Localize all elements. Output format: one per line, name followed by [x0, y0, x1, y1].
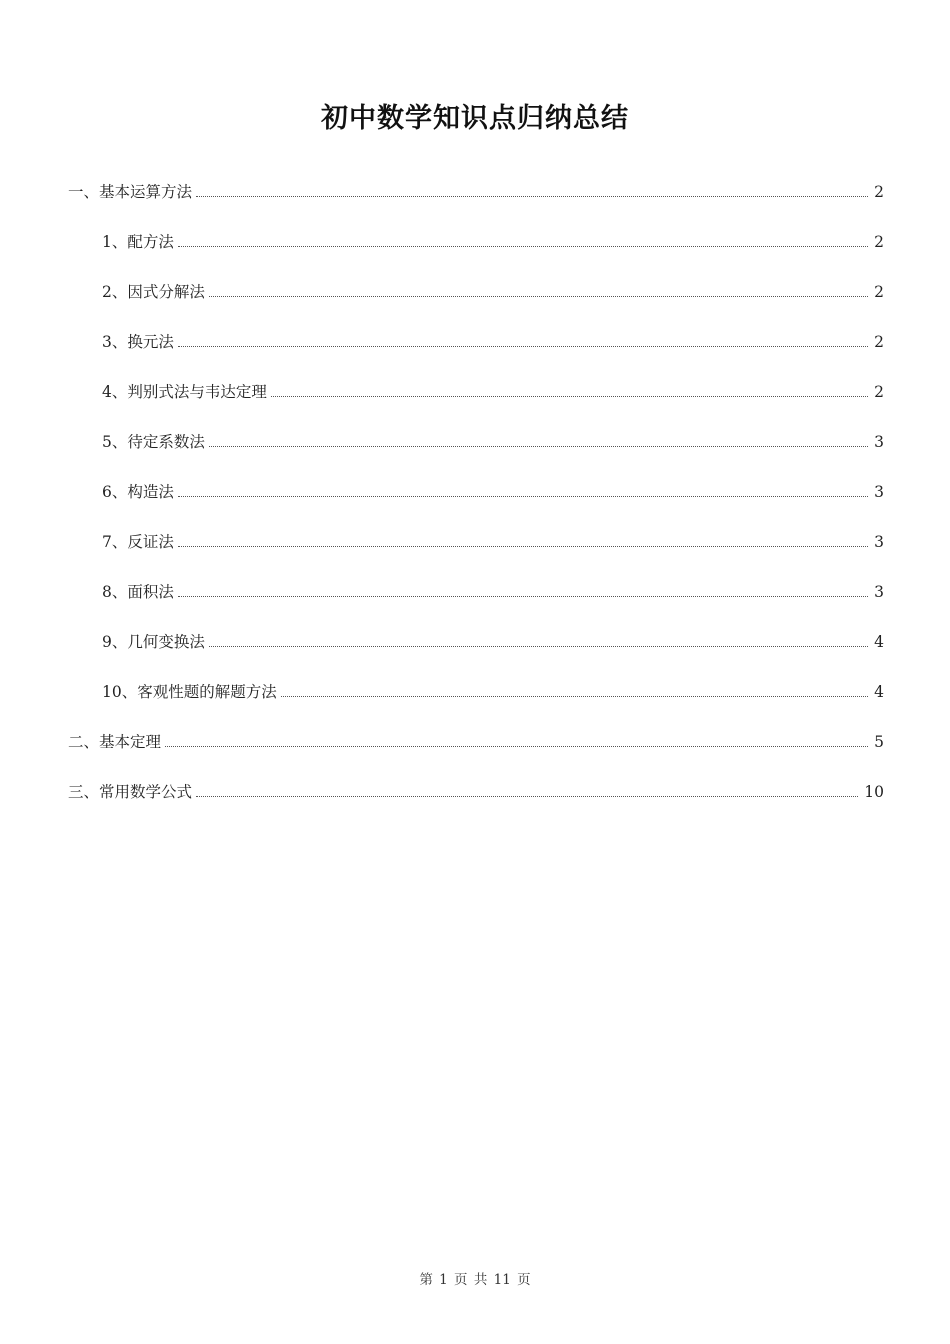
toc-entry[interactable] — [68, 418, 884, 468]
toc-entry-label: 3、换元法 — [102, 333, 174, 351]
toc-entry[interactable] — [68, 768, 884, 818]
toc-entry[interactable] — [68, 268, 884, 318]
toc-dot-leader — [178, 596, 868, 597]
toc-entry-label: 一、基本运算方法 — [68, 183, 193, 201]
toc-entry-label: 6、构造法 — [102, 483, 174, 501]
toc-dot-leader — [281, 696, 868, 697]
toc-entry-label: 三、常用数学公式 — [68, 783, 193, 801]
toc-entry-label: 8、面积法 — [102, 583, 174, 601]
toc-entry-page: 2 — [874, 233, 884, 251]
toc-dot-leader — [178, 496, 868, 497]
toc-dot-leader — [178, 246, 868, 247]
toc-entry[interactable] — [68, 218, 884, 268]
toc-dot-leader — [209, 646, 868, 647]
toc-entry-page: 2 — [874, 333, 884, 351]
toc-entry-page: 10 — [864, 783, 884, 801]
toc-entry-page: 2 — [874, 183, 884, 201]
toc-entry[interactable] — [68, 718, 884, 768]
toc-entry-page: 3 — [874, 433, 884, 451]
toc-entry-page: 5 — [874, 733, 884, 751]
toc-dot-leader — [165, 746, 868, 747]
toc-dot-leader — [209, 446, 868, 447]
toc-dot-leader — [178, 546, 868, 547]
page-footer: 第 1 页 共 11 页 — [419, 1272, 531, 1288]
toc-entry-page: 2 — [874, 283, 884, 301]
toc-dot-leader — [271, 396, 868, 397]
toc-entry-label: 9、几何变换法 — [102, 633, 205, 651]
toc-dot-leader — [209, 296, 868, 297]
toc-dot-leader — [196, 796, 858, 797]
toc-entry[interactable] — [68, 168, 884, 218]
toc-entry-page: 2 — [874, 383, 884, 401]
table-of-contents — [68, 168, 884, 818]
toc-entry[interactable] — [68, 618, 884, 668]
toc-entry[interactable] — [68, 318, 884, 368]
toc-entry-page: 4 — [874, 633, 884, 651]
toc-entry-page: 3 — [874, 483, 884, 501]
toc-entry-label: 4、判别式法与韦达定理 — [102, 383, 267, 401]
toc-entry-label: 7、反证法 — [102, 533, 174, 551]
document-title: 初中数学知识点归纳总结 — [321, 103, 629, 134]
toc-entry-label: 10、客观性题的解题方法 — [102, 683, 277, 701]
toc-entry-label: 5、待定系数法 — [102, 433, 205, 451]
toc-entry[interactable] — [68, 668, 884, 718]
toc-entry-page: 4 — [874, 683, 884, 701]
toc-entry[interactable] — [68, 518, 884, 568]
toc-dot-leader — [178, 346, 868, 347]
toc-entry[interactable] — [68, 568, 884, 618]
toc-entry-label: 二、基本定理 — [68, 733, 162, 751]
toc-entry-label: 2、因式分解法 — [102, 283, 205, 301]
toc-entry-page: 3 — [874, 533, 884, 551]
toc-dot-leader — [196, 196, 868, 197]
toc-entry[interactable] — [68, 468, 884, 518]
toc-entry-label: 1、配方法 — [102, 233, 174, 251]
toc-entry-page: 3 — [874, 583, 884, 601]
toc-entry[interactable] — [68, 368, 884, 418]
